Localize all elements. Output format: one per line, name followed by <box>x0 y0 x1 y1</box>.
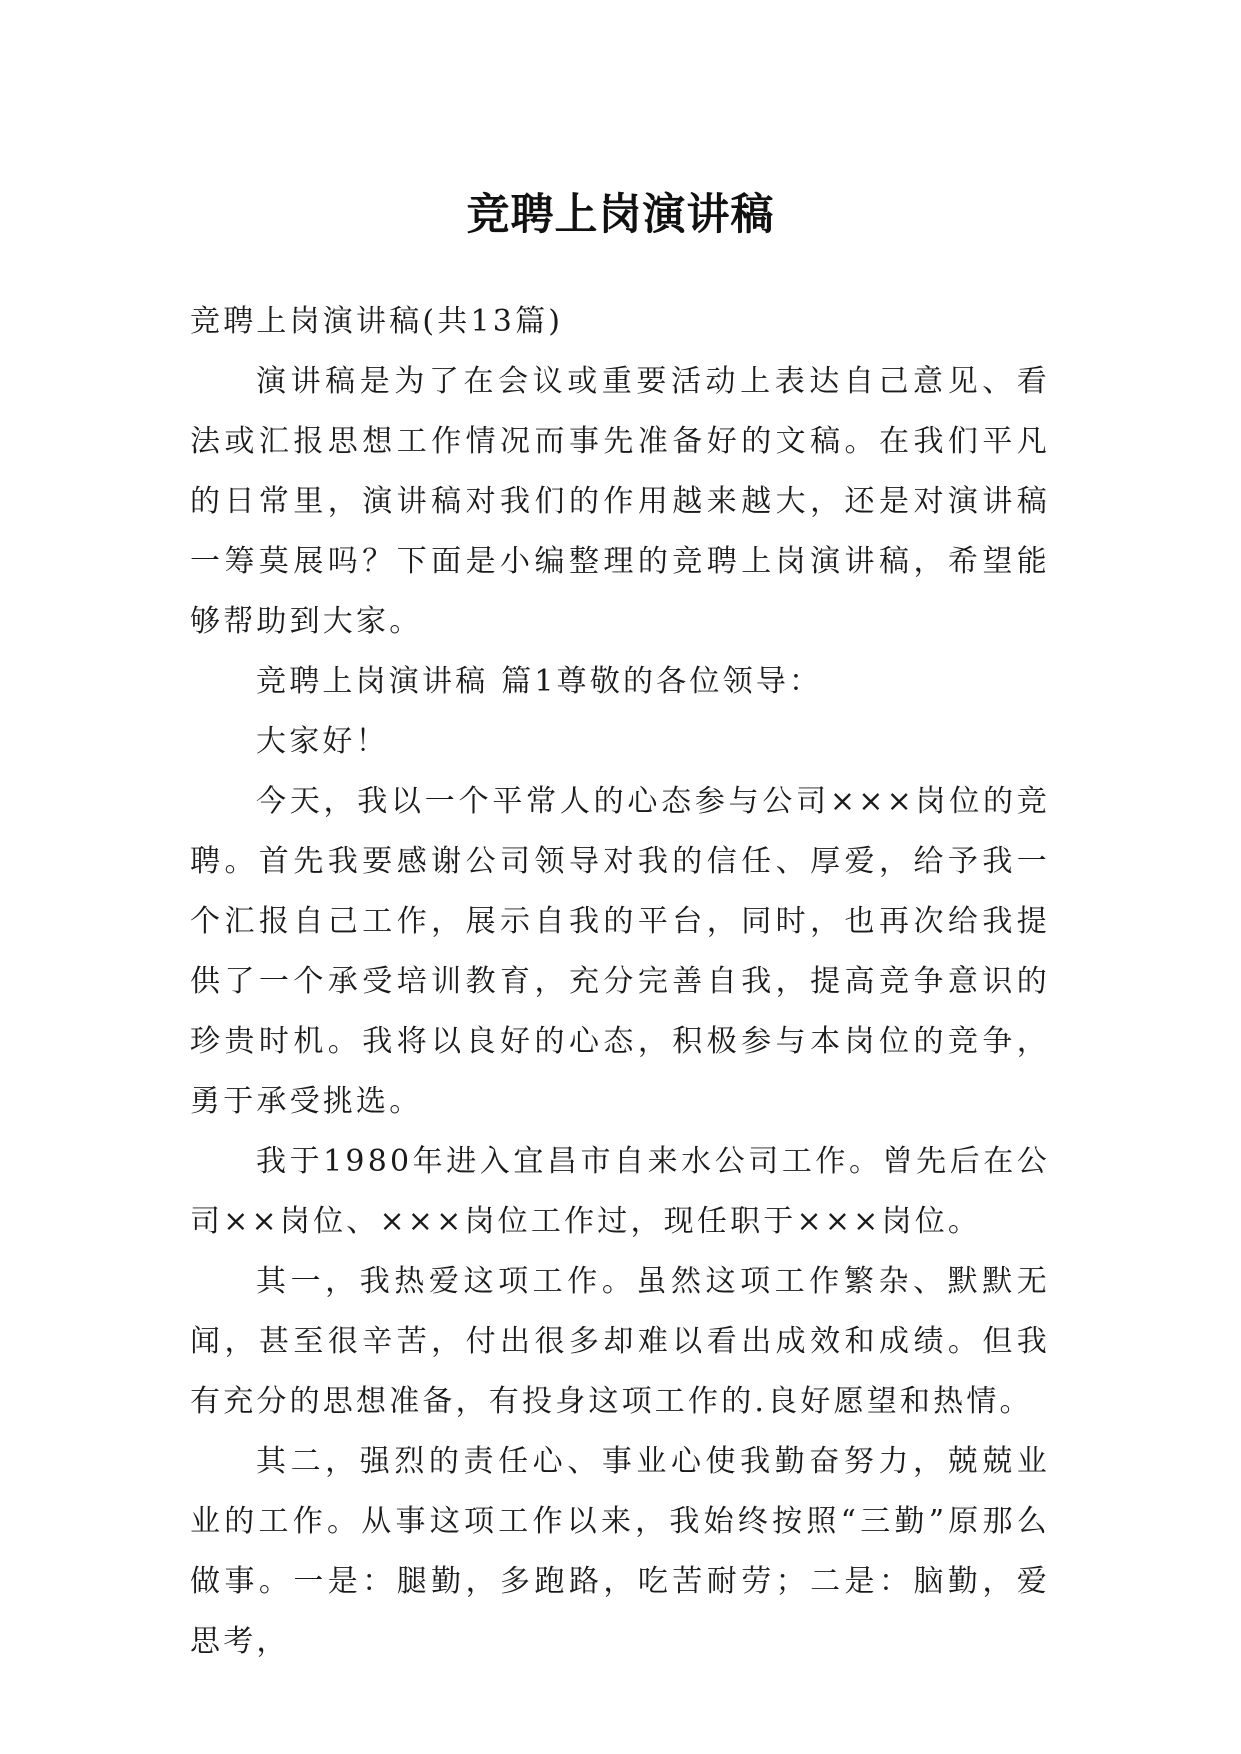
document-title: 竞聘上岗演讲稿 <box>466 189 775 240</box>
paragraph: 今天，我以一个平常人的心态参与公司×××岗位的竞聘。首先我要感谢公司领导对我的信任、厚爱，给予我一个汇报自己工作，展示自我的平台，同时，也再次给我提供了一个承受培训教育，充分完善自我，提高竞争意识的珍贵时机。我将以良好的心态，积极参与本岗位的竞争，勇于承受挑选。 <box>190 784 1050 1119</box>
paragraph-section-heading: 竞聘上岗演讲稿 篇1尊敬的各位领导： <box>256 664 823 699</box>
paragraph: 其一，我热爱这项工作。虽然这项工作繁杂、默默无闻，甚至很辛苦，付出很多却难以看出成效和成绩。但我有充分的思想准备，有投身这项工作的.良好愿望和热情。 <box>190 1264 1050 1419</box>
paragraph-subtitle: 竞聘上岗演讲稿(共13篇) <box>190 304 564 339</box>
paragraph: 其二，强烈的责任心、事业心使我勤奋努力，兢兢业业的工作。从事这项工作以来，我始终按照“三勤”原那么做事。一是：腿勤，多跑路，吃苦耐劳；二是：脑勤，爱思考， <box>190 1444 1050 1659</box>
paragraph-greeting: 大家好！ <box>256 724 389 759</box>
paragraph-intro: 演讲稿是为了在会议或重要活动上表达自己意见、看法或汇报思想工作情况而事先准备好的文稿。在我们平凡的日常里，演讲稿对我们的作用越来越大，还是对演讲稿一筹莫展吗？下面是小编整理的竞聘上岗演讲稿，希望能够帮助到大家。 <box>190 364 1050 639</box>
paragraph: 我于1980年进入宜昌市自来水公司工作。曾先后在公司××岗位、×××岗位工作过，现任职于×××岗位。 <box>190 1144 1050 1239</box>
document-body <box>190 292 1050 1672</box>
